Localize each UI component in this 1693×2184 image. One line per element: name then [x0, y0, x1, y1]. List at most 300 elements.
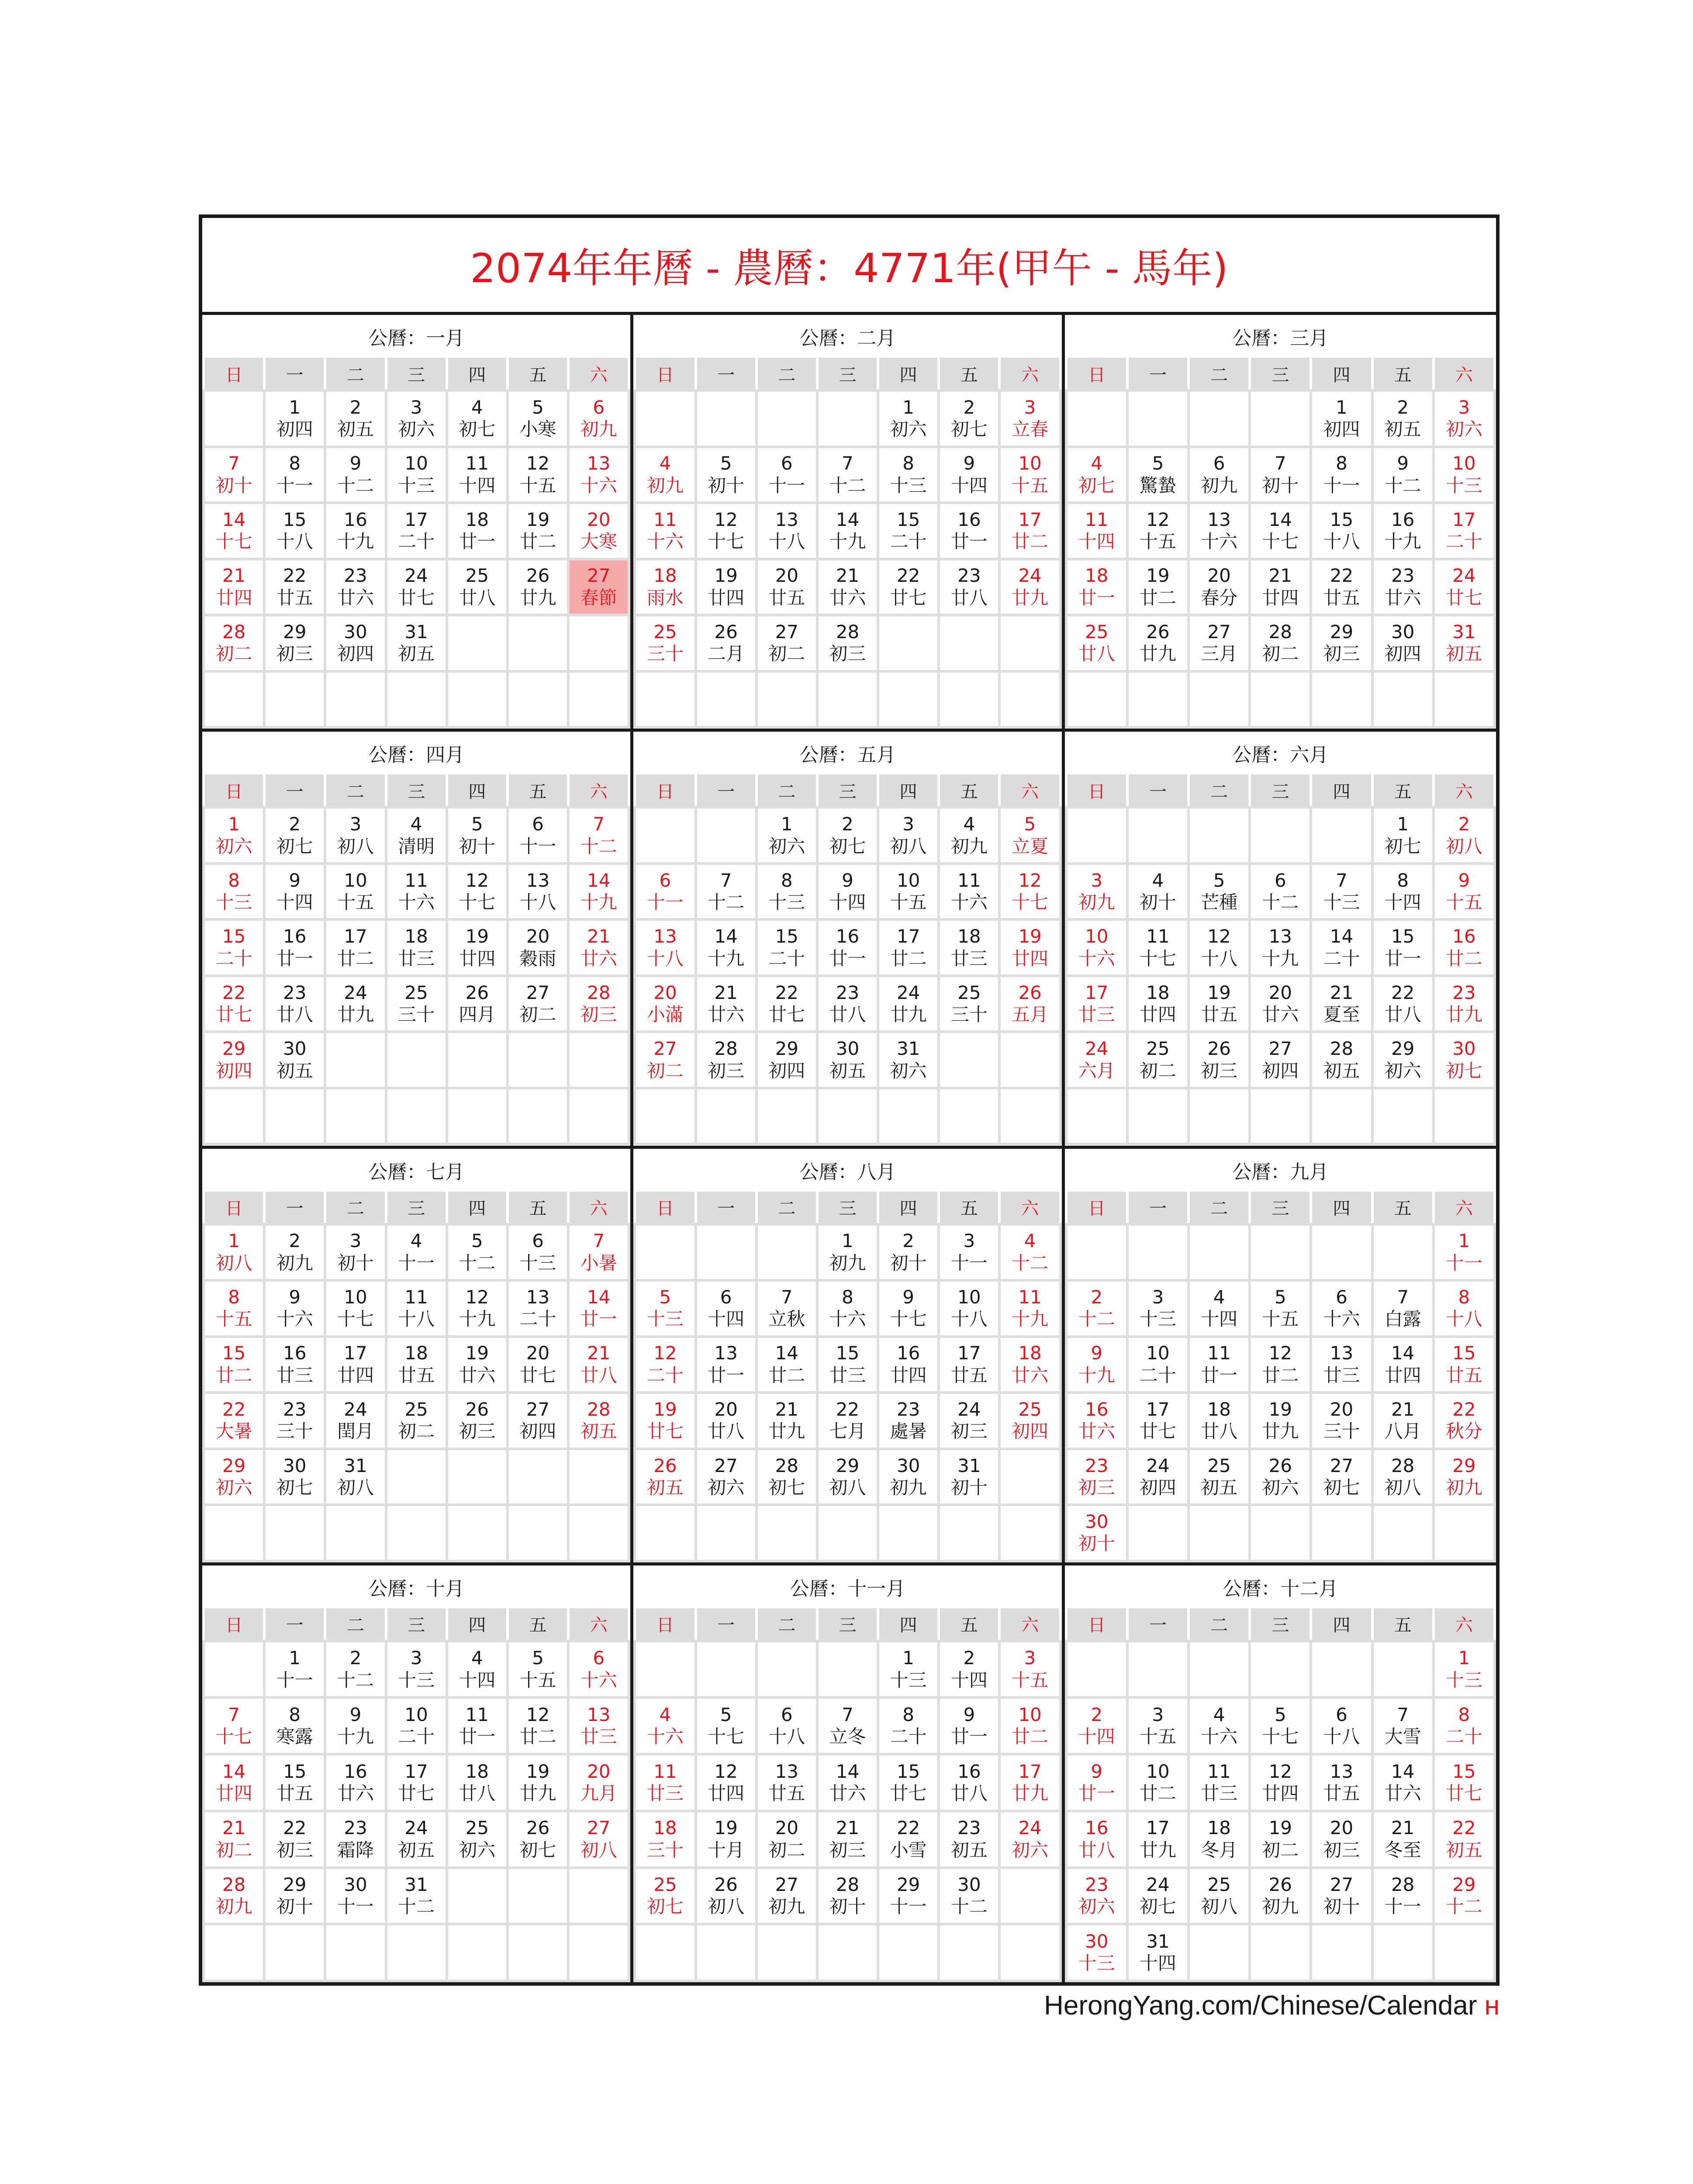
- day-cell[interactable]: [448, 1812, 506, 1866]
- day-cell[interactable]: [940, 1755, 998, 1810]
- day-cell[interactable]: [1251, 616, 1309, 670]
- day-cell[interactable]: [326, 1394, 384, 1448]
- day-cell[interactable]: [758, 1282, 816, 1335]
- day-cell[interactable]: [570, 1812, 628, 1866]
- day-cell[interactable]: [1435, 1226, 1493, 1279]
- day-cell[interactable]: [879, 865, 937, 919]
- day-cell[interactable]: [636, 1033, 694, 1087]
- day-cell[interactable]: [1435, 616, 1493, 670]
- day-cell[interactable]: [697, 1869, 755, 1923]
- day-cell[interactable]: [387, 1338, 446, 1392]
- day-cell[interactable]: [819, 616, 877, 670]
- day-cell[interactable]: [636, 1755, 694, 1810]
- day-cell[interactable]: [879, 977, 937, 1031]
- day-cell[interactable]: [819, 1282, 877, 1335]
- day-cell[interactable]: [879, 1755, 937, 1810]
- day-cell[interactable]: [1435, 1699, 1493, 1753]
- day-cell[interactable]: [819, 1699, 877, 1753]
- day-cell[interactable]: [1001, 921, 1059, 975]
- day-cell[interactable]: [1374, 1755, 1432, 1810]
- day-cell[interactable]: [636, 865, 694, 919]
- day-cell[interactable]: [1251, 1812, 1309, 1866]
- day-cell[interactable]: [1068, 448, 1126, 502]
- day-cell[interactable]: [879, 1642, 937, 1697]
- day-cell[interactable]: [1374, 809, 1432, 862]
- day-cell[interactable]: [1001, 504, 1059, 558]
- day-cell[interactable]: [940, 1282, 998, 1335]
- day-cell[interactable]: [266, 865, 324, 919]
- day-cell[interactable]: [1068, 504, 1126, 558]
- day-cell[interactable]: [1068, 1925, 1126, 1980]
- day-cell[interactable]: [940, 1338, 998, 1392]
- day-cell[interactable]: [448, 448, 506, 502]
- day-cell[interactable]: [266, 392, 324, 446]
- day-cell[interactable]: [205, 448, 263, 502]
- day-cell[interactable]: [758, 809, 816, 862]
- day-cell[interactable]: [636, 977, 694, 1031]
- day-cell[interactable]: [940, 1450, 998, 1504]
- day-cell[interactable]: [448, 392, 506, 446]
- day-cell[interactable]: [1374, 504, 1432, 558]
- day-cell[interactable]: [1190, 1450, 1248, 1504]
- day-cell[interactable]: [205, 1033, 263, 1087]
- day-cell[interactable]: [1001, 1699, 1059, 1753]
- day-cell[interactable]: [570, 504, 628, 558]
- day-cell[interactable]: [1001, 1394, 1059, 1448]
- day-cell[interactable]: [940, 977, 998, 1031]
- day-cell[interactable]: [940, 1226, 998, 1279]
- day-cell[interactable]: [1190, 1338, 1248, 1392]
- day-cell[interactable]: [1129, 448, 1187, 502]
- day-cell[interactable]: [1068, 1812, 1126, 1866]
- day-cell[interactable]: [266, 1226, 324, 1279]
- day-cell[interactable]: [387, 1394, 446, 1448]
- day-cell[interactable]: [697, 921, 755, 975]
- day-cell[interactable]: [570, 1642, 628, 1697]
- day-cell[interactable]: [1312, 921, 1371, 975]
- day-cell[interactable]: [266, 1394, 324, 1448]
- day-cell[interactable]: [1312, 977, 1371, 1031]
- day-cell[interactable]: [1374, 392, 1432, 446]
- day-cell[interactable]: [326, 1642, 384, 1697]
- day-cell[interactable]: [697, 1450, 755, 1504]
- day-cell[interactable]: [205, 1755, 263, 1810]
- day-cell[interactable]: [448, 1755, 506, 1810]
- day-cell[interactable]: [570, 1338, 628, 1392]
- day-cell[interactable]: [266, 1869, 324, 1923]
- day-cell[interactable]: [1068, 616, 1126, 670]
- day-cell[interactable]: [697, 865, 755, 919]
- day-cell[interactable]: [1190, 921, 1248, 975]
- day-cell[interactable]: [1001, 809, 1059, 862]
- day-cell[interactable]: [387, 504, 446, 558]
- day-cell[interactable]: [697, 616, 755, 670]
- day-cell[interactable]: [1435, 1394, 1493, 1448]
- day-cell[interactable]: [509, 1338, 567, 1392]
- day-cell[interactable]: [1068, 1394, 1126, 1448]
- day-cell[interactable]: [879, 809, 937, 862]
- day-cell[interactable]: [266, 977, 324, 1031]
- day-cell[interactable]: [448, 1699, 506, 1753]
- day-cell[interactable]: [1312, 1699, 1371, 1753]
- day-cell[interactable]: [879, 1394, 937, 1448]
- day-cell[interactable]: [266, 448, 324, 502]
- day-cell[interactable]: [266, 921, 324, 975]
- day-cell[interactable]: [387, 1642, 446, 1697]
- day-cell[interactable]: [326, 977, 384, 1031]
- day-cell[interactable]: [1312, 1869, 1371, 1923]
- day-cell[interactable]: [266, 1642, 324, 1697]
- day-cell[interactable]: [326, 921, 384, 975]
- day-cell[interactable]: [879, 1226, 937, 1279]
- day-cell[interactable]: [509, 1226, 567, 1279]
- day-cell[interactable]: [387, 448, 446, 502]
- day-cell[interactable]: [1190, 560, 1248, 614]
- day-cell[interactable]: [1129, 977, 1187, 1031]
- day-cell[interactable]: [387, 809, 446, 862]
- day-cell[interactable]: [758, 616, 816, 670]
- day-cell[interactable]: [387, 977, 446, 1031]
- day-cell[interactable]: [509, 1642, 567, 1697]
- day-cell[interactable]: [1129, 504, 1187, 558]
- day-cell[interactable]: [940, 865, 998, 919]
- day-cell[interactable]: [1190, 1033, 1248, 1087]
- day-cell[interactable]: [1312, 865, 1371, 919]
- day-cell[interactable]: [1190, 504, 1248, 558]
- day-cell[interactable]: [1374, 1282, 1432, 1335]
- day-cell[interactable]: [819, 1338, 877, 1392]
- day-cell[interactable]: [1068, 560, 1126, 614]
- day-cell[interactable]: [448, 560, 506, 614]
- day-cell[interactable]: [326, 1226, 384, 1279]
- day-cell[interactable]: [940, 560, 998, 614]
- day-cell[interactable]: [205, 1450, 263, 1504]
- day-cell[interactable]: [697, 1812, 755, 1866]
- day-cell[interactable]: [819, 809, 877, 862]
- day-cell[interactable]: [758, 1450, 816, 1504]
- day-cell[interactable]: [570, 865, 628, 919]
- day-cell[interactable]: [1068, 1033, 1126, 1087]
- day-cell[interactable]: [758, 1699, 816, 1753]
- day-cell[interactable]: [1190, 448, 1248, 502]
- day-cell[interactable]: [819, 504, 877, 558]
- day-cell[interactable]: [1374, 1394, 1432, 1448]
- day-cell[interactable]: [448, 1642, 506, 1697]
- day-cell[interactable]: [940, 448, 998, 502]
- day-cell[interactable]: [758, 1338, 816, 1392]
- day-cell[interactable]: [570, 1699, 628, 1753]
- day-cell[interactable]: [326, 504, 384, 558]
- day-cell[interactable]: [1374, 616, 1432, 670]
- day-cell[interactable]: [1129, 1033, 1187, 1087]
- day-cell[interactable]: [1312, 1033, 1371, 1087]
- day-cell[interactable]: [509, 1699, 567, 1753]
- day-cell[interactable]: [1129, 1869, 1187, 1923]
- day-cell[interactable]: [509, 560, 567, 614]
- day-cell[interactable]: [1435, 1338, 1493, 1392]
- day-cell[interactable]: [387, 1226, 446, 1279]
- day-cell[interactable]: [940, 1642, 998, 1697]
- day-cell[interactable]: [1068, 977, 1126, 1031]
- day-cell[interactable]: [205, 809, 263, 862]
- day-cell[interactable]: [1001, 1642, 1059, 1697]
- day-cell[interactable]: [387, 560, 446, 614]
- day-cell[interactable]: [1129, 1755, 1187, 1810]
- day-cell[interactable]: [509, 1282, 567, 1335]
- day-cell[interactable]: [1251, 865, 1309, 919]
- day-cell[interactable]: [636, 560, 694, 614]
- day-cell[interactable]: [1190, 1394, 1248, 1448]
- day-cell[interactable]: [570, 1394, 628, 1448]
- day-cell[interactable]: [1374, 1338, 1432, 1392]
- day-cell[interactable]: [1374, 865, 1432, 919]
- day-cell[interactable]: [636, 1869, 694, 1923]
- day-cell[interactable]: [509, 1812, 567, 1866]
- day-cell[interactable]: [326, 1869, 384, 1923]
- day-cell[interactable]: [819, 1226, 877, 1279]
- day-cell[interactable]: [1068, 1282, 1126, 1335]
- day-cell[interactable]: [1435, 448, 1493, 502]
- day-cell[interactable]: [448, 1282, 506, 1335]
- day-cell[interactable]: [1251, 448, 1309, 502]
- footer-url[interactable]: [1018, 1990, 1500, 2021]
- day-cell[interactable]: [819, 1812, 877, 1866]
- day-cell[interactable]: [940, 1394, 998, 1448]
- day-cell[interactable]: [205, 616, 263, 670]
- day-cell[interactable]: [697, 448, 755, 502]
- day-cell[interactable]: [570, 392, 628, 446]
- day-cell[interactable]: [1374, 1450, 1432, 1504]
- day-cell[interactable]: [266, 560, 324, 614]
- day-cell[interactable]: [1251, 1755, 1309, 1810]
- day-cell[interactable]: [1129, 1450, 1187, 1504]
- day-cell[interactable]: [387, 392, 446, 446]
- day-cell[interactable]: [819, 1755, 877, 1810]
- day-cell[interactable]: [940, 392, 998, 446]
- day-cell[interactable]: [205, 560, 263, 614]
- day-cell[interactable]: [879, 921, 937, 975]
- day-cell[interactable]: [1001, 448, 1059, 502]
- day-cell[interactable]: [758, 1755, 816, 1810]
- day-cell[interactable]: [1251, 1338, 1309, 1392]
- day-cell[interactable]: [1435, 1450, 1493, 1504]
- day-cell[interactable]: [570, 977, 628, 1031]
- day-cell[interactable]: [1251, 1394, 1309, 1448]
- day-cell[interactable]: [570, 448, 628, 502]
- day-cell[interactable]: [1312, 504, 1371, 558]
- day-cell[interactable]: [1190, 865, 1248, 919]
- day-cell[interactable]: [326, 1812, 384, 1866]
- day-cell[interactable]: [266, 1282, 324, 1335]
- day-cell[interactable]: [326, 1338, 384, 1392]
- day-cell[interactable]: [940, 1699, 998, 1753]
- day-cell[interactable]: [570, 809, 628, 862]
- day-cell[interactable]: [1068, 921, 1126, 975]
- day-cell[interactable]: [205, 865, 263, 919]
- day-cell[interactable]: [1251, 560, 1309, 614]
- day-cell[interactable]: [819, 921, 877, 975]
- day-cell[interactable]: [509, 977, 567, 1031]
- day-cell[interactable]: [1374, 1812, 1432, 1866]
- day-cell[interactable]: [758, 1394, 816, 1448]
- day-cell[interactable]: [1190, 1869, 1248, 1923]
- day-cell[interactable]: [1435, 1812, 1493, 1866]
- day-cell[interactable]: [1435, 921, 1493, 975]
- day-cell[interactable]: [636, 1282, 694, 1335]
- day-cell[interactable]: [1435, 1642, 1493, 1697]
- day-cell[interactable]: [758, 977, 816, 1031]
- day-cell[interactable]: [636, 1450, 694, 1504]
- day-cell[interactable]: [1129, 1925, 1187, 1980]
- day-cell[interactable]: [1001, 1226, 1059, 1279]
- day-cell[interactable]: [940, 921, 998, 975]
- day-cell[interactable]: [879, 1450, 937, 1504]
- day-cell[interactable]: [636, 921, 694, 975]
- day-cell[interactable]: [326, 448, 384, 502]
- day-cell[interactable]: [697, 1755, 755, 1810]
- day-cell[interactable]: [266, 504, 324, 558]
- day-cell[interactable]: [387, 616, 446, 670]
- day-cell[interactable]: [1374, 1033, 1432, 1087]
- day-cell[interactable]: [266, 1033, 324, 1087]
- day-cell[interactable]: [879, 1812, 937, 1866]
- day-cell[interactable]: [940, 1869, 998, 1923]
- day-cell[interactable]: [1374, 1699, 1432, 1753]
- day-cell[interactable]: [1251, 921, 1309, 975]
- day-cell[interactable]: [266, 1755, 324, 1810]
- day-cell[interactable]: [1312, 616, 1371, 670]
- day-cell[interactable]: [266, 809, 324, 862]
- day-cell[interactable]: [326, 1755, 384, 1810]
- day-cell[interactable]: [1374, 921, 1432, 975]
- day-cell[interactable]: [758, 865, 816, 919]
- day-cell[interactable]: [697, 977, 755, 1031]
- day-cell[interactable]: [448, 977, 506, 1031]
- day-cell[interactable]: [879, 560, 937, 614]
- day-cell[interactable]: [940, 1812, 998, 1866]
- day-cell[interactable]: [1129, 1338, 1187, 1392]
- day-cell[interactable]: [448, 504, 506, 558]
- day-cell[interactable]: [448, 921, 506, 975]
- day-cell[interactable]: [1068, 1869, 1126, 1923]
- day-cell[interactable]: [879, 504, 937, 558]
- day-cell[interactable]: [1068, 1338, 1126, 1392]
- day-cell[interactable]: [1001, 1338, 1059, 1392]
- day-cell[interactable]: [1435, 865, 1493, 919]
- day-cell[interactable]: [1312, 1755, 1371, 1810]
- day-cell[interactable]: [819, 1033, 877, 1087]
- day-cell[interactable]: [387, 865, 446, 919]
- day-cell[interactable]: [1190, 1755, 1248, 1810]
- day-cell[interactable]: [1190, 1699, 1248, 1753]
- day-cell[interactable]: [387, 1699, 446, 1753]
- day-cell[interactable]: [1374, 1869, 1432, 1923]
- day-cell[interactable]: [1068, 1506, 1126, 1560]
- day-cell[interactable]: [879, 1338, 937, 1392]
- day-cell[interactable]: [1001, 1812, 1059, 1866]
- day-cell[interactable]: [1001, 560, 1059, 614]
- day-cell[interactable]: [697, 1699, 755, 1753]
- day-cell[interactable]: [1435, 1755, 1493, 1810]
- day-cell[interactable]: [205, 1226, 263, 1279]
- day-cell[interactable]: [879, 448, 937, 502]
- day-cell[interactable]: [509, 1394, 567, 1448]
- day-cell[interactable]: [1312, 1812, 1371, 1866]
- day-cell[interactable]: [1251, 1033, 1309, 1087]
- day-cell[interactable]: [205, 1869, 263, 1923]
- day-cell[interactable]: [697, 1338, 755, 1392]
- day-cell[interactable]: [1190, 1282, 1248, 1335]
- day-cell[interactable]: [1251, 1282, 1309, 1335]
- day-cell[interactable]: [448, 1394, 506, 1448]
- day-cell[interactable]: [1251, 1699, 1309, 1753]
- day-cell[interactable]: [879, 1699, 937, 1753]
- day-cell[interactable]: [1129, 921, 1187, 975]
- day-cell[interactable]: [509, 865, 567, 919]
- day-cell[interactable]: [1435, 1282, 1493, 1335]
- day-cell[interactable]: [819, 977, 877, 1031]
- day-cell[interactable]: [1312, 448, 1371, 502]
- day-cell[interactable]: [266, 1450, 324, 1504]
- day-cell[interactable]: [1435, 977, 1493, 1031]
- day-cell[interactable]: [1190, 616, 1248, 670]
- day-cell[interactable]: [1068, 865, 1126, 919]
- day-cell[interactable]: [636, 1394, 694, 1448]
- day-cell[interactable]: [387, 921, 446, 975]
- day-cell[interactable]: [1435, 504, 1493, 558]
- day-cell[interactable]: [570, 1282, 628, 1335]
- day-cell[interactable]: [570, 1226, 628, 1279]
- day-cell[interactable]: [326, 809, 384, 862]
- day-cell[interactable]: [1251, 977, 1309, 1031]
- day-cell[interactable]: [448, 809, 506, 862]
- day-cell[interactable]: [326, 1450, 384, 1504]
- day-cell[interactable]: [326, 1699, 384, 1753]
- day-cell[interactable]: [1312, 560, 1371, 614]
- day-cell[interactable]: [819, 560, 877, 614]
- day-cell[interactable]: [1251, 504, 1309, 558]
- day-cell[interactable]: [697, 1282, 755, 1335]
- day-cell[interactable]: [1001, 1282, 1059, 1335]
- day-cell[interactable]: [1068, 1755, 1126, 1810]
- day-cell[interactable]: [697, 1394, 755, 1448]
- day-cell[interactable]: [1068, 1699, 1126, 1753]
- day-cell[interactable]: [387, 1812, 446, 1866]
- day-cell[interactable]: [1435, 392, 1493, 446]
- day-cell[interactable]: [448, 865, 506, 919]
- day-cell[interactable]: [1374, 560, 1432, 614]
- day-cell[interactable]: [636, 504, 694, 558]
- day-cell[interactable]: [758, 448, 816, 502]
- day-cell[interactable]: [387, 1755, 446, 1810]
- day-cell[interactable]: [326, 560, 384, 614]
- day-cell[interactable]: [205, 1338, 263, 1392]
- day-cell[interactable]: [509, 504, 567, 558]
- day-cell[interactable]: [1129, 560, 1187, 614]
- day-cell[interactable]: [819, 865, 877, 919]
- day-cell[interactable]: [1001, 977, 1059, 1031]
- day-cell[interactable]: [1312, 1282, 1371, 1335]
- day-cell[interactable]: [1435, 560, 1493, 614]
- day-cell[interactable]: [819, 1450, 877, 1504]
- day-cell[interactable]: [1435, 1033, 1493, 1087]
- day-cell[interactable]: [758, 560, 816, 614]
- day-cell[interactable]: [758, 504, 816, 558]
- day-cell[interactable]: [326, 865, 384, 919]
- day-cell[interactable]: [266, 1699, 324, 1753]
- day-cell[interactable]: [266, 1338, 324, 1392]
- day-cell[interactable]: [819, 1394, 877, 1448]
